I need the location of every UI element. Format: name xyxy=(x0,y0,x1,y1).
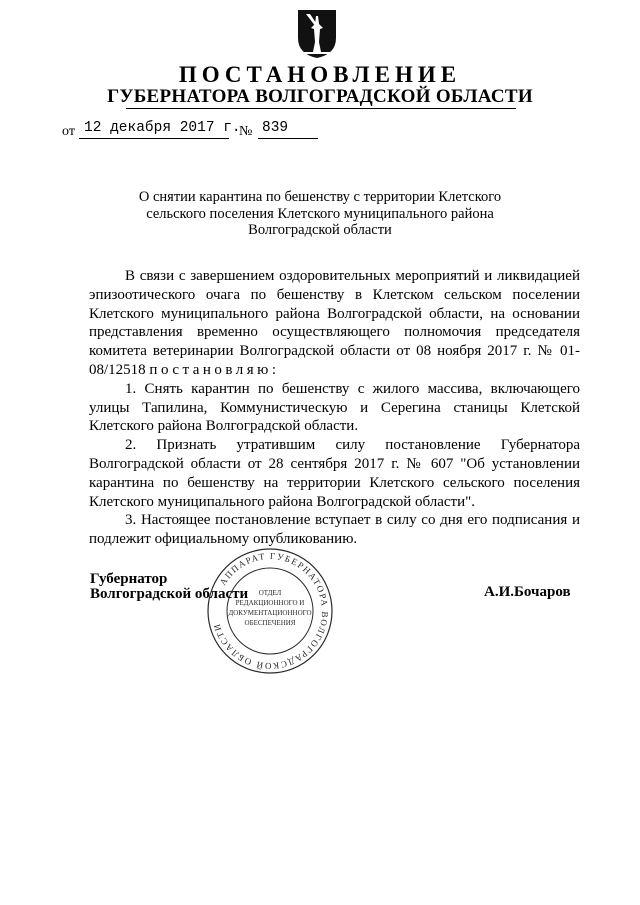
subject-line: О снятии карантина по бешенству с территории Клетского xyxy=(138,189,502,205)
subject-line: сельского поселения Клетского муниципального района xyxy=(146,205,494,222)
number-underline xyxy=(258,138,318,139)
intro-text: В связи с завершением оздоровительных мероприятий и ликвидацией эпизоотического очага по бешенству в Клетском сельском поселении Клетского муниципального района Волгоградской области, на основании представления временно осуществляющего полномочия председателя комитета ветеринарии Волгоградской области от 08 ноября 2017 г. № 01-08/12518 xyxy=(89,268,580,378)
subject-line: Волгоградской области xyxy=(248,222,392,238)
seal-inner-text: ДОКУМЕНТАЦИОННОГО xyxy=(228,609,312,617)
official-seal xyxy=(205,546,335,676)
seal-inner-text: ОБЕСПЕЧЕНИЯ xyxy=(244,619,296,627)
document-body xyxy=(89,267,580,549)
document-subject xyxy=(120,189,520,239)
intro-paragraph xyxy=(89,267,580,380)
seal-outer-text: АППАРАТ ГУБЕРНАТОРА ВОЛГОГРАДСКОЙ ОБЛАСТИ xyxy=(211,550,331,672)
document-title: ПОСТАНОВЛЕНИЕ xyxy=(178,62,462,87)
signatory-name: А.И.Бочаров xyxy=(484,584,571,600)
seal-inner-text: РЕДАКЦИОННОГО И xyxy=(235,599,305,607)
item-1: 1. Снять карантин по бешенству с жилого массива, включающего улицы Тапилина, Коммунистическую и Серегина станицы Клетской Клетского района Волгоградской области. xyxy=(89,380,580,435)
document-number: 839 xyxy=(262,120,289,136)
item-2: 2. Признать утратившим силу постановление Губернатора Волгоградской области от 28 сентября 2017 г. № 607 "Об установлении карантина по бешенству на территории Клетского сельского поселения Клетского муниципального района Волгоградской области". xyxy=(89,437,580,510)
seal-inner-text: ОТДЕЛ xyxy=(258,589,282,597)
item-3: 3. Настоящее постановление вступает в силу со дня его подписания и подлежит официальному опубликованию. xyxy=(89,512,580,548)
number-prefix: № xyxy=(239,124,253,139)
date-underline xyxy=(79,138,229,139)
signatory-region: Волгоградской области xyxy=(90,586,249,602)
date-number-line xyxy=(62,120,382,142)
coat-of-arms-icon xyxy=(296,8,338,60)
document-date: 12 декабря 2017 г. xyxy=(84,120,241,136)
document-subtitle: ГУБЕРНАТОРА ВОЛГОГРАДСКОЙ ОБЛАСТИ xyxy=(107,86,533,107)
signatory-title xyxy=(90,572,248,602)
decree-word: постановляю: xyxy=(149,361,280,378)
signatory-role: Губернатор xyxy=(90,571,168,587)
header-divider xyxy=(126,108,516,109)
date-prefix: от xyxy=(62,124,75,139)
